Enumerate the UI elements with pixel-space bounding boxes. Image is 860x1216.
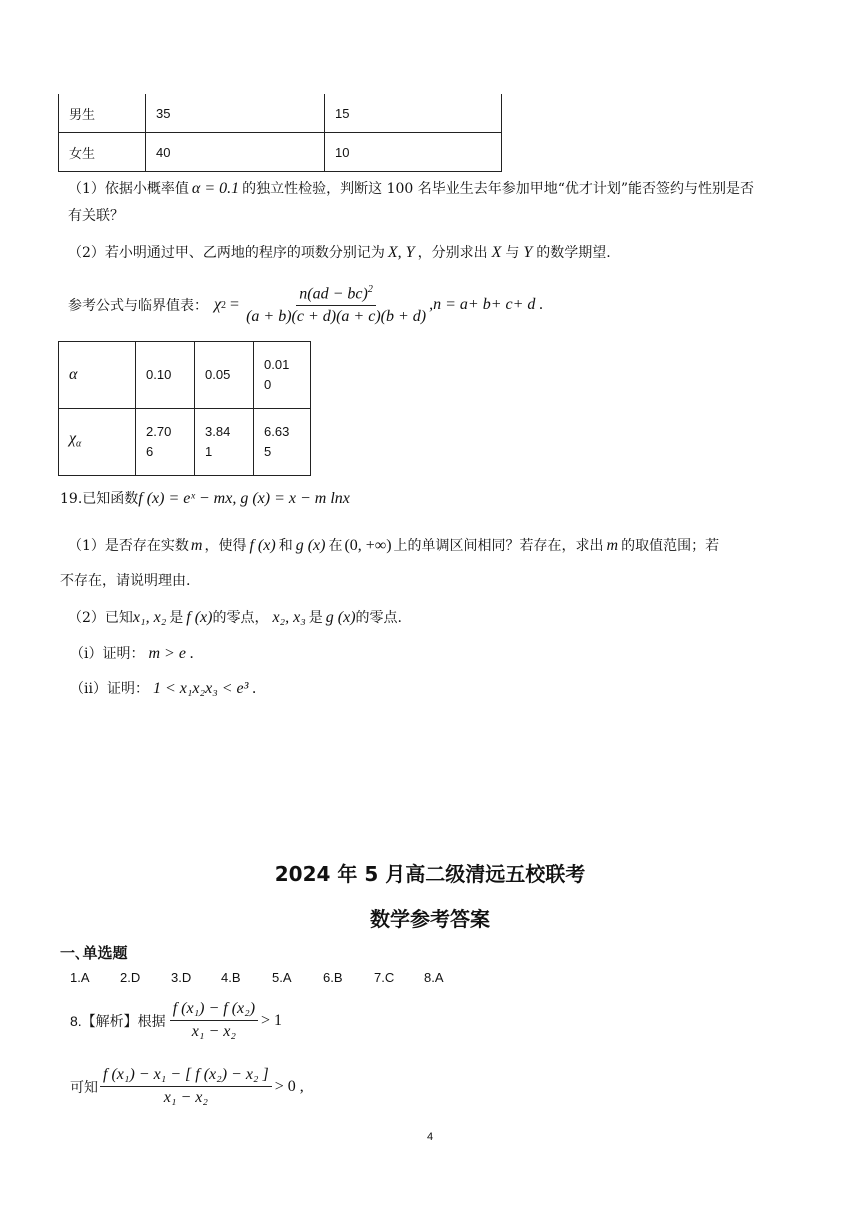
problem19-q1-line1 bbox=[68, 535, 719, 555]
intro-text: 19.已知函数 bbox=[60, 491, 139, 507]
problem18-q1-line2: 有关联？ bbox=[68, 208, 124, 224]
formula-tail: ,n = a+ b+ c+ d . bbox=[429, 296, 544, 314]
know-numerator: f (x₁) − x₁ − [ f (x₂) − x₂ ] bbox=[100, 1066, 272, 1087]
formula-num-sup: 2 bbox=[367, 284, 373, 295]
section-heading: 一､单选题 bbox=[60, 945, 128, 962]
choice: 3.D bbox=[171, 970, 192, 985]
formula-numerator: n(ad − bc) bbox=[299, 285, 368, 303]
q2-text: （2）已知 bbox=[68, 610, 133, 626]
qi-statement: m > e . bbox=[148, 645, 194, 662]
choice: 8.A bbox=[424, 970, 444, 985]
chi-sup: 2 bbox=[221, 299, 227, 311]
chi-header bbox=[59, 409, 136, 476]
problem19-q1-line2: 不存在，请说明理由. bbox=[60, 573, 191, 589]
q2-text: （2）若小明通过甲、乙两地的程序的项数分别记为 bbox=[68, 245, 385, 261]
table-row bbox=[59, 342, 311, 409]
q2-text-c: 与 bbox=[505, 245, 520, 261]
problem19-qii bbox=[70, 678, 256, 698]
alpha-value: α = 0.1 bbox=[191, 180, 240, 197]
problem19-intro bbox=[60, 488, 350, 508]
reference-formula: 参考公式与临界值表： χ 2 = $\frac{n(ad - bc)^2}{(a + b)(c + d)(a + c)(b + d)}$ ,n = a+ b+ c+ d . bbox=[68, 284, 544, 326]
page-number: 4 bbox=[426, 1131, 434, 1143]
x23: x₂, x₃ bbox=[272, 609, 306, 626]
in-text: 在 bbox=[328, 538, 343, 554]
know-prefix: 可知 bbox=[70, 1079, 98, 1096]
choice: 4.B bbox=[221, 970, 241, 985]
sol8-prefix: 8.【解析】根据 bbox=[70, 1012, 166, 1029]
alpha-cell: 0.10 bbox=[136, 342, 195, 409]
gx: g (x) bbox=[295, 537, 326, 554]
alpha-header bbox=[59, 342, 136, 409]
fx: f (x) bbox=[186, 609, 213, 626]
var-x: X bbox=[491, 244, 502, 261]
qii-label: （ii）证明： bbox=[70, 681, 149, 697]
ref-label: 参考公式与临界值表： bbox=[68, 298, 208, 315]
q2-text-b: ，分别求出 bbox=[417, 245, 488, 261]
xy-vars: X, Y bbox=[387, 244, 415, 261]
interval: (0, +∞) bbox=[344, 537, 392, 554]
table-row bbox=[59, 94, 502, 133]
choices-row bbox=[70, 970, 464, 985]
choice: 5.A bbox=[272, 970, 292, 985]
x12: x₁, x₂ bbox=[132, 609, 167, 626]
choice: 7.C bbox=[374, 970, 395, 985]
q2-text-d: 的数学期望. bbox=[536, 245, 611, 261]
chi-fraction bbox=[243, 284, 429, 326]
alpha-cell: 0.01 0 bbox=[254, 342, 311, 409]
problem19-qi bbox=[70, 643, 194, 663]
critical-value-table bbox=[58, 341, 311, 476]
q1-text-b: ，使得 bbox=[204, 538, 247, 554]
function-definition: f (x) = eˣ − mx, g (x) = x − m lnx bbox=[138, 490, 350, 507]
formula-denominator: (a + b)(c + d)(a + c)(b + d) bbox=[246, 308, 427, 326]
choice: 2.D bbox=[120, 970, 141, 985]
qi-label: （i）证明： bbox=[70, 646, 145, 662]
is-text: 是 bbox=[308, 610, 323, 626]
know-fraction bbox=[100, 1066, 272, 1107]
solution-8 bbox=[70, 1000, 282, 1041]
answer-title: 2024 年 5 月高二级清远五校联考 bbox=[274, 862, 586, 886]
alpha-label: α bbox=[69, 366, 78, 383]
critical-cell: 2.70 6 bbox=[136, 409, 195, 476]
row-label: 男生 bbox=[59, 94, 146, 133]
table-row bbox=[59, 133, 502, 172]
q1-text-d: 的取值范围；若 bbox=[621, 538, 720, 554]
answer-subtitle: 数学参考答案 bbox=[370, 907, 490, 931]
choice: 6.B bbox=[323, 970, 343, 985]
chi-sub: α bbox=[76, 438, 82, 450]
table-cell: 35 bbox=[146, 94, 325, 133]
critical-cell: 6.63 5 bbox=[254, 409, 311, 476]
q1-text-c: 上的单调区间相同？若存在，求出 bbox=[393, 538, 604, 554]
table-cell: 15 bbox=[325, 94, 502, 133]
var-m: m bbox=[606, 537, 619, 554]
problem18-q2 bbox=[68, 242, 611, 262]
chi-label: χ bbox=[69, 430, 77, 448]
choice: 1.A bbox=[70, 970, 90, 985]
q1-text-cont: 的独立性检验，判断这 100 名毕业生去年参加甲地“优才计划”能否签约与性别是否 bbox=[242, 181, 755, 197]
alpha-cell: 0.05 bbox=[195, 342, 254, 409]
solution-8-know bbox=[70, 1066, 304, 1107]
zero-text: 的零点， bbox=[212, 610, 269, 626]
q1-text: （1）依据小概率值 bbox=[68, 181, 189, 197]
gx: g (x) bbox=[325, 609, 356, 626]
sol8-inequality: > 1 bbox=[261, 1011, 283, 1029]
zero-text-2: 的零点. bbox=[355, 610, 402, 626]
sol8-denominator: x₁ − x₂ bbox=[191, 1023, 236, 1040]
chi-symbol: χ bbox=[214, 296, 222, 314]
fx: f (x) bbox=[249, 537, 276, 554]
table-cell: 40 bbox=[146, 133, 325, 172]
q1-text: （1）是否存在实数 bbox=[68, 538, 189, 554]
sol8-fraction bbox=[170, 1000, 258, 1041]
and-text: 和 bbox=[278, 538, 293, 554]
know-denominator: x₁ − x₂ bbox=[163, 1089, 208, 1106]
know-inequality: > 0 , bbox=[274, 1077, 304, 1095]
var-y: Y bbox=[523, 244, 533, 261]
qii-statement: 1 < x₁x₂x₃ < e³ . bbox=[152, 680, 257, 697]
critical-cell: 3.84 1 bbox=[195, 409, 254, 476]
table-row bbox=[59, 409, 311, 476]
table-cell: 10 bbox=[325, 133, 502, 172]
gender-table bbox=[58, 94, 502, 172]
var-m: m bbox=[190, 537, 203, 554]
problem18-q1-line1 bbox=[68, 178, 754, 198]
sol8-numerator: f (x₁) − f (x₂) bbox=[170, 1000, 258, 1021]
row-label: 女生 bbox=[59, 133, 146, 172]
problem19-q2 bbox=[68, 607, 402, 627]
is-text: 是 bbox=[169, 610, 184, 626]
